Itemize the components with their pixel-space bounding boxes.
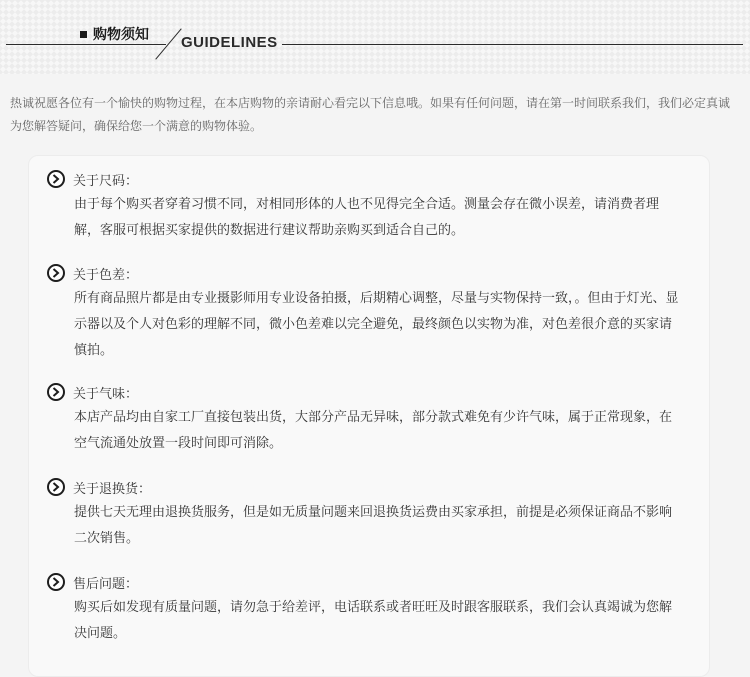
guideline-title <box>47 381 697 403</box>
guideline-title <box>47 571 697 593</box>
square-bullet-icon <box>80 31 87 38</box>
guideline-returns <box>47 476 697 552</box>
arrow-right-icon <box>47 573 65 591</box>
arrow-right-icon <box>47 264 65 282</box>
guideline-title <box>47 476 697 498</box>
guideline-text: 本店产品均由自家工厂直接包装出货，大部分产品无异味，部分款式难免有少许气味，属于正常现象，在空气流通处放置一段时间即可消除。 <box>74 410 673 451</box>
guideline-title <box>47 168 697 190</box>
guideline-color <box>47 262 697 364</box>
header-rule-right <box>282 44 743 45</box>
header-banner <box>0 0 750 74</box>
arrow-right-icon <box>47 383 65 401</box>
arrow-right-icon <box>47 478 65 496</box>
guideline-title-text: 关于色差： <box>73 267 139 283</box>
guideline-text: 所有商品照片都是由专业摄影师用专业设备拍摄，后期精心调整，尽量与实物保持一致，。但由于灯光、显示器以及个人对色彩的理解不同，微小色差难以完全避免，最终颜色以实物为准，对色差很介意的买家请慎拍。 <box>74 291 679 358</box>
guideline-after-sales <box>47 571 697 647</box>
guideline-odor <box>47 381 697 457</box>
guideline-text: 提供七天无理由退换货服务，但是如无质量问题来回退换货运费由买家承担，前提是必须保证商品不影响二次销售。 <box>74 505 673 546</box>
guideline-title-text: 售后问题： <box>73 576 139 592</box>
guideline-title-text: 关于退换货： <box>73 481 152 497</box>
guideline-title <box>47 262 697 284</box>
guideline-text: 由于每个购买者穿着习惯不同，对相同形体的人也不见得完全合适。测量会存在微小误差，请消费者理解，客服可根据买家提供的数据进行建议帮助亲购买到适合自己的。 <box>74 197 660 238</box>
section-title-en: GUIDELINES <box>181 34 278 51</box>
guideline-title-text: 关于气味： <box>73 386 139 402</box>
guideline-title-text: 关于尺码： <box>73 173 139 189</box>
guideline-size <box>47 168 697 244</box>
section-title-cn <box>80 24 149 44</box>
title-cn-text: 购物须知 <box>93 27 149 43</box>
header-rule-left <box>6 44 166 45</box>
intro-paragraph: 热诚祝愿各位有一个愉快的购物过程，在本店购物的亲请耐心看完以下信息哦。如果有任何问题，请在第一时间联系我们，我们必定真诚为您解答疑问，确保给您一个满意的购物体验。 <box>10 96 731 133</box>
guidelines-card <box>28 155 710 677</box>
guideline-text: 购买后如发现有质量问题，请勿急于给差评，电话联系或者旺旺及时跟客服联系，我们会认真竭诚为您解决问题。 <box>74 600 673 641</box>
arrow-right-icon <box>47 170 65 188</box>
